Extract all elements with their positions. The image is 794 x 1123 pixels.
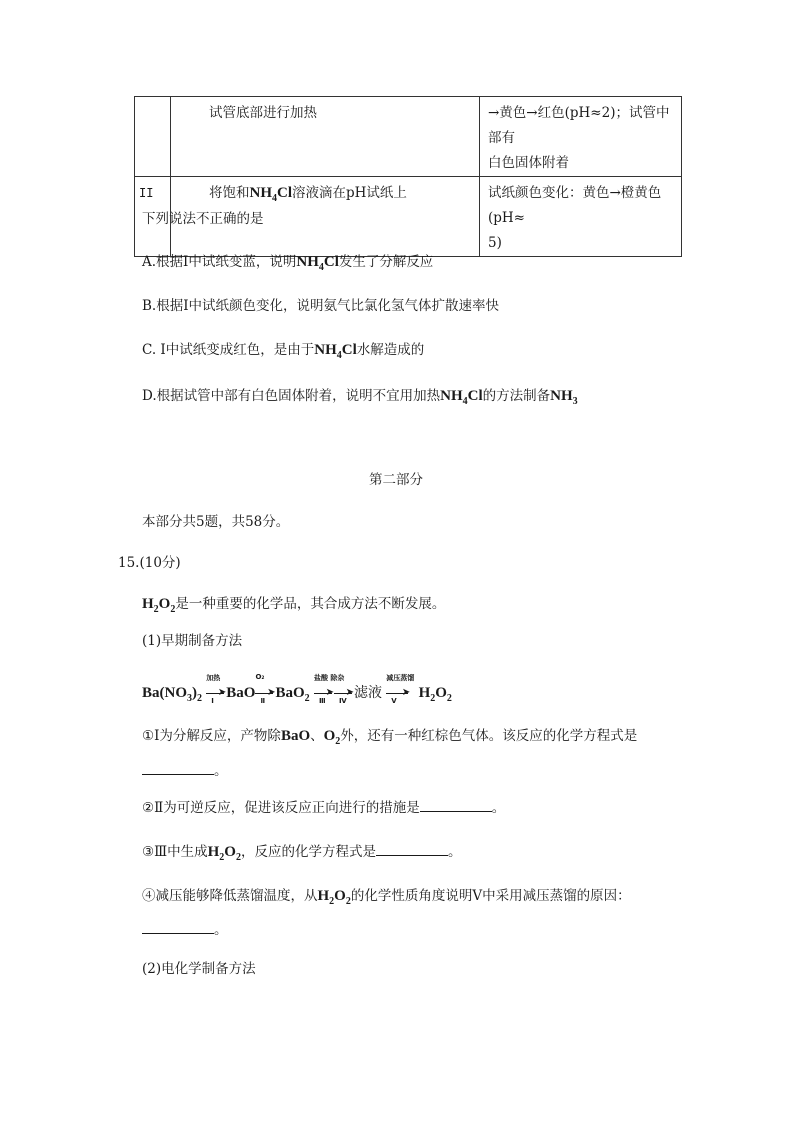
procedure-cell: 试管底部进行加热 — [171, 97, 480, 177]
arrow-step-2: O₂ ➤ Ⅱ — [255, 672, 276, 705]
q15-intro: $H_2O_2$是一种重要的化学品，其合成方法不断发展。 — [142, 596, 446, 615]
arrow-step-1: 加热 ➤ Ⅰ — [206, 673, 227, 705]
option-b[interactable]: B.根据Ⅰ中试纸颜色变化，说明氨气比氯化氢气体扩散速率快 — [142, 298, 500, 314]
sub-question-2[interactable]: ②Ⅱ为可逆反应，促进该反应正向进行的措施是 。 — [142, 796, 505, 816]
formula-nh4cl: $NH_4Cl$ — [249, 185, 292, 204]
question-15-header: 15.(10分) — [118, 555, 181, 571]
question-stem: 下列说法不正确的是 — [142, 211, 264, 227]
table-row — [135, 97, 682, 177]
row-id: II — [135, 177, 171, 257]
sub-question-1: ①Ⅰ为分解反应，产物除BaO、$O_2$外，还有一种红棕色气体。该反应的化学方程式是 — [142, 728, 638, 747]
section-title: 第二部分 — [369, 472, 423, 488]
option-a[interactable]: A.根据Ⅰ中试纸变蓝，说明$NH_4Cl$发生了分解反应 — [142, 254, 434, 273]
arrow-step-4: ➤ Ⅳ — [334, 687, 354, 701]
option-c[interactable]: C. Ⅰ中试纸变成红色，是由于$NH_4Cl$水解造成的 — [142, 342, 425, 361]
formula-nh4cl: $NH_4Cl$ — [296, 254, 339, 273]
part2-title: (2)电化学制备方法 — [142, 961, 256, 977]
procedure-cell: 将饱和$NH_4Cl$溶液滴在pH试纸上 — [171, 177, 480, 257]
experiment-table — [134, 96, 682, 257]
arrow-step-3: 盐酸 除杂 ➤ Ⅲ — [313, 673, 345, 705]
section-desc: 本部分共5题，共58分。 — [142, 514, 290, 530]
formula-nh4cl: $NH_4Cl$ — [314, 342, 357, 361]
row-id — [135, 97, 171, 177]
formula-nh4cl: $NH_4Cl$ — [440, 388, 483, 407]
sub-question-3[interactable]: ③Ⅲ中生成$H_2O_2$，反应的化学方程式是 。 — [142, 840, 461, 863]
option-d[interactable]: D.根据试管中部有白色固体附着，说明不宜用加热$NH_4Cl$的方法制备$NH_3$ — [142, 388, 578, 407]
formula-nh3: $NH_3$ — [550, 388, 578, 407]
arrow-step-5: 减压蒸馏 ➤ Ⅴ — [386, 673, 415, 705]
observation-cell: 试纸颜色变化：黄色→橙黄色(pH≈ 5) — [480, 177, 682, 257]
formula-h2o2: $H_2O_2$ — [142, 596, 176, 615]
part1-title: (1)早期制备方法 — [142, 633, 243, 649]
reaction-flow: $Ba(NO_3)_2$ 加热 ➤ Ⅰ BaO O₂ ➤ Ⅱ BaO$_2$ 盐酸 除杂 ➤ Ⅲ ➤ Ⅳ 滤液 减压蒸馏 ➤ Ⅴ $H_2O_2$ — [142, 672, 452, 705]
observation-cell: →黄色→红色(pH≈2)；试管中部有 白色固体附着 — [480, 97, 682, 177]
answer-line-4[interactable]: 。 — [142, 918, 228, 938]
sub-question-4: ④减压能够降低蒸馏温度，从$H_2O_2$的化学性质角度说明Ⅴ中采用减压蒸馏的原因： — [142, 888, 631, 907]
answer-line-1[interactable]: 。 — [142, 759, 228, 779]
